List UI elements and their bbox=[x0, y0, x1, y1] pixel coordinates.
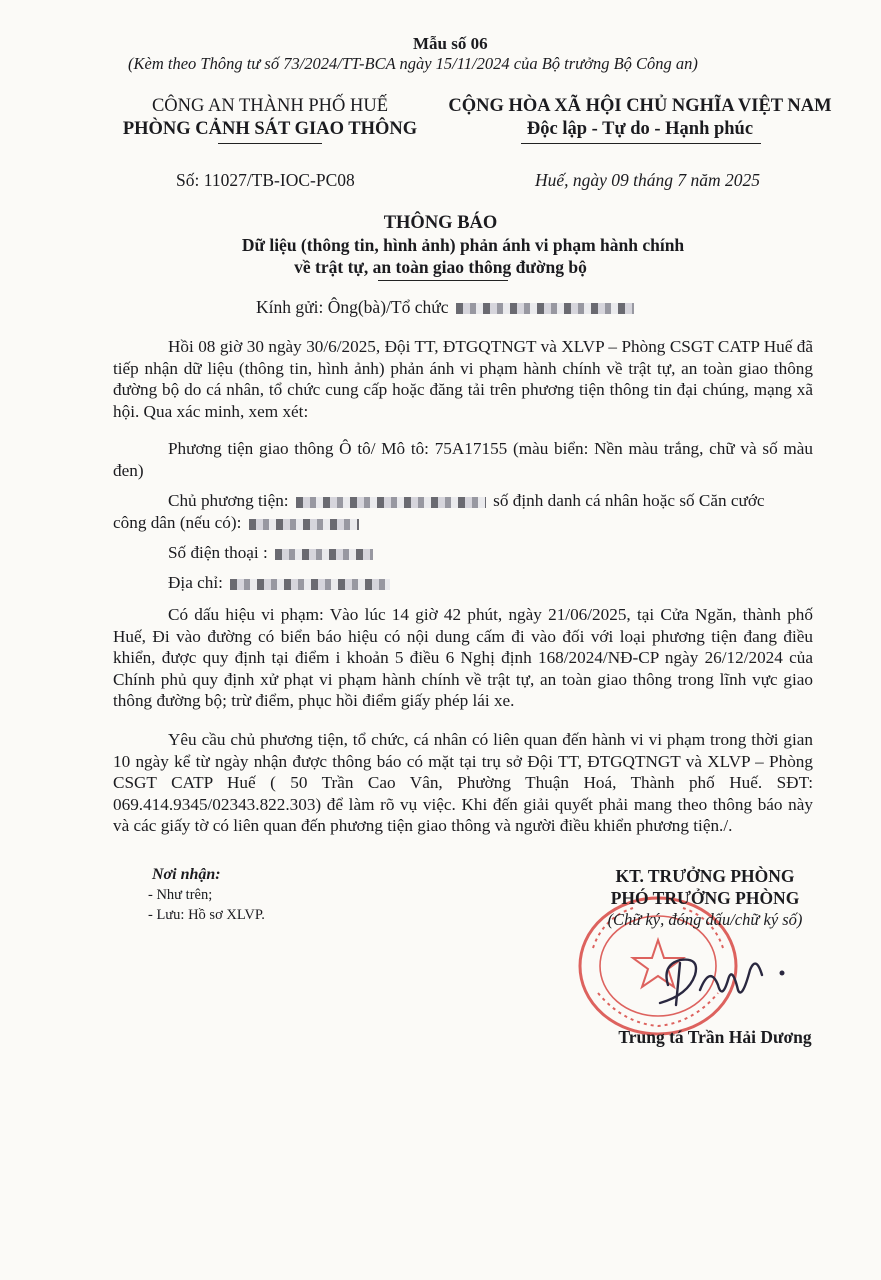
phone-line bbox=[168, 543, 376, 563]
id-label: công dân (nếu có): bbox=[113, 513, 242, 532]
recipient-item: - Lưu: Hồ sơ XLVP. bbox=[148, 907, 265, 923]
signer-title-1: KT. TRƯỞNG PHÒNG bbox=[615, 866, 795, 886]
request-paragraph bbox=[113, 729, 813, 837]
document-number: Số: 11027/TB-IOC-PC08 bbox=[176, 170, 355, 190]
agency-name: CÔNG AN THÀNH PHỐ HUẾ bbox=[151, 96, 389, 116]
redacted-phone bbox=[275, 549, 373, 560]
document-title: THÔNG BÁO bbox=[383, 213, 498, 233]
vehicle-text: Phương tiện giao thông Ô tô/ Mô tô: 75A17155 (màu biển: Nền màu trắng, chữ và số màu đen) bbox=[113, 439, 813, 480]
redacted-id bbox=[249, 519, 359, 530]
recipients-label: Nơi nhận: bbox=[152, 866, 221, 883]
intro-text: Hồi 08 giờ 30 ngày 30/6/2025, Đội TT, ĐTGQTNGT và XLVP – Phòng CSGT CATP Huế đã tiếp nhận dữ liệu (thông tin, hình ảnh) phản ánh vi phạm hành chính về trật tự, an toàn giao thông đường bộ do cá nhân, tổ chức cung cấp hoặc đăng tải trên phương tiện thông tin đại chúng, mạng xã hội. Qua xác minh, xem xét: bbox=[113, 337, 813, 421]
department-name: PHÒNG CẢNH SÁT GIAO THÔNG bbox=[122, 119, 418, 139]
address-line bbox=[168, 573, 393, 593]
department-underline bbox=[218, 143, 322, 144]
request-text: Yêu cầu chủ phương tiện, tổ chức, cá nhân có liên quan đến hành vi vi phạm trong thời gian 10 ngày kể từ ngày nhận được thông báo có mặt tại trụ sở Đội TT, ĐTGQTNGT và XLVP – Phòng CSGT CATP Huế ( 50 Trần Cao Vân, Phường Thuận Hoá, Thành phố Huế. SĐT: 069.414.9345/02343.822.303) để làm rõ vụ việc. Khi đến giải quyết phải mang theo thông báo này và các giấy tờ có liên quan đến phương tiện giao thông và người điều khiển phương tiện./. bbox=[113, 730, 813, 836]
owner-label: Chủ phương tiện: bbox=[168, 491, 289, 510]
owner-line bbox=[168, 491, 765, 511]
violation-paragraph bbox=[113, 604, 813, 712]
intro-paragraph bbox=[113, 336, 813, 422]
owner-tail: số định danh cá nhân hoặc số Căn cước bbox=[493, 491, 765, 510]
recipient-label: Kính gửi: Ông(bà)/Tổ chức bbox=[256, 297, 449, 317]
signer-name: Trung tá Trần Hải Dương bbox=[618, 1027, 812, 1047]
redacted-recipient bbox=[456, 303, 634, 314]
handwritten-signature bbox=[640, 945, 800, 1015]
violation-text: Có dấu hiệu vi phạm: Vào lúc 14 giờ 42 phút, ngày 21/06/2025, tại Cửa Ngăn, thành phố Huế, Đi vào đường có biển báo hiệu có nội dung cấm đi vào đối với loại phương tiện đang điều khiển, được quy định tại điểm i khoản 5 điều 6 Nghị định 168/2024/NĐ-CP ngày 26/12/2024 của Chính phủ quy định xử phạt vi phạm hành chính về trật tự, an toàn giao thông trong lĩnh vực giao thông đường bộ; trừ điểm, phục hồi điểm giấy phép lái xe. bbox=[113, 605, 813, 711]
nation-name: CỘNG HÒA XÃ HỘI CHỦ NGHĨA VIỆT NAM bbox=[448, 96, 832, 116]
recipient-line bbox=[256, 297, 637, 318]
address-label: Địa chỉ: bbox=[168, 573, 223, 592]
nation-motto: Độc lập - Tự do - Hạnh phúc bbox=[526, 119, 754, 139]
title-underline bbox=[378, 280, 508, 281]
recipient-item: - Như trên; bbox=[148, 887, 213, 903]
vehicle-paragraph bbox=[113, 438, 813, 481]
form-number: Mẫu số 06 bbox=[413, 34, 488, 53]
document-subtitle-1: Dữ liệu (thông tin, hình ảnh) phản ánh vi phạm hành chính bbox=[241, 235, 685, 255]
redacted-owner bbox=[296, 497, 486, 508]
signer-title-2: PHÓ TRƯỞNG PHÒNG bbox=[610, 888, 800, 908]
form-note: (Kèm theo Thông tư số 73/2024/TT-BCA ngày 15/11/2024 của Bộ trưởng Bộ Công an) bbox=[128, 54, 698, 73]
place-date: Huế, ngày 09 tháng 7 năm 2025 bbox=[535, 170, 761, 190]
signature-note: (Chữ ký, đóng dấu/chữ ký số) bbox=[607, 910, 803, 929]
id-line bbox=[113, 513, 362, 533]
document-subtitle-2: về trật tự, an toàn giao thông đường bộ bbox=[294, 257, 587, 277]
motto-underline bbox=[521, 143, 761, 144]
redacted-address bbox=[230, 579, 390, 590]
phone-label: Số điện thoại : bbox=[168, 543, 268, 562]
